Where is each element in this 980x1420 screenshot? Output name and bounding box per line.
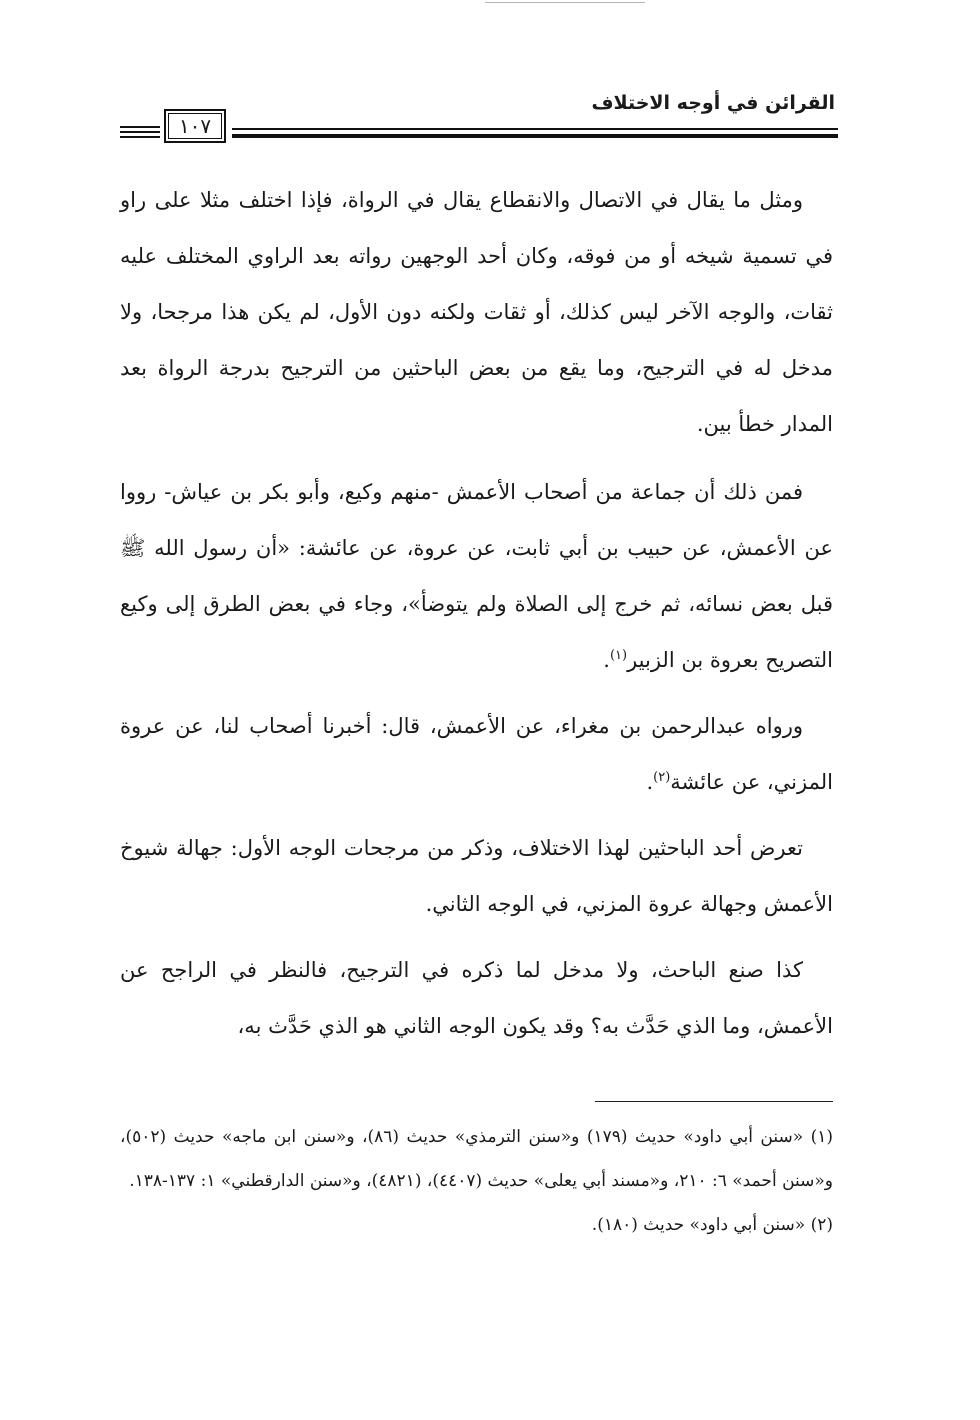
header-ornament-bars (120, 126, 160, 140)
paragraph-2 (120, 464, 833, 688)
footnote-separator (595, 1101, 833, 1102)
footnotes (120, 1115, 833, 1247)
paragraph-2-text: فمن ذلك أن جماعة من أصحاب الأعمش -منهم وكيع، وأبو بكر بن عياش- رووا عن الأعمش، عن حبيب بن أبي ثابت، عن عروة، عن عائشة: «أن رسول الله ﷺ قبل بعض نسائه، ثم خرج إلى الصلاة ولم يتوضأ»، وجاء في بعض الطرق إلى وكيع التصريح بعروة بن الزبير (120, 480, 833, 672)
footnote-ref-1[interactable]: (١) (609, 648, 628, 663)
footnote-2: (٢) «سنن أبي داود» حديث (١٨٠). (591, 1215, 833, 1235)
running-title: القرائن في أوجه الاختلاف (591, 92, 835, 114)
top-scan-rule (485, 2, 645, 3)
main-text (120, 172, 833, 1064)
paragraph-3 (120, 698, 833, 810)
footnote-1: (١) «سنن أبي داود» حديث (١٧٩) و«سنن الترمذي» حديث (٨٦)، و«سنن ابن ماجه» حديث (٥٠٢)، و«سنن أحمد» ٦: ٢١٠، و«مسند أبي يعلى» حديث (٤٤٠٧)، (٤٨٢١)، و«سنن الدارقطني» ١: ١٣٧-١٣٨. (120, 1127, 833, 1191)
footnote-ref-2[interactable]: (٢) (653, 770, 671, 785)
paragraph-3-text: ورواه عبدالرحمن بن مغراء، عن الأعمش، قال: أخبرنا أصحاب لنا، عن عروة المزني، عن عائشة (120, 714, 833, 794)
header-rule-thin (232, 128, 838, 130)
header-rule-thick (232, 134, 838, 138)
paragraph-4: تعرض أحد الباحثين لهذا الاختلاف، وذكر من مرجحات الوجه الأول: جهالة شيوخ الأعمش وجهالة عروة المزني، في الوجه الثاني. (120, 836, 833, 916)
paragraph-1: ومثل ما يقال في الاتصال والانقطاع يقال في الرواة، فإذا اختلف مثلا على راو في تسمية شيخه أو من فوقه، وكان أحد الوجهين رواته بعد الراوي المختلف عليه ثقات، والوجه الآخر ليس كذلك، أو ثقات ولكنه دون الأول، لم يكن هذا مرجحا، ولا مدخل له في الترجيح، وما يقع من بعض الباحثين من الترجيح بدرجة الرواة بعد المدار خطأ بين. (120, 188, 833, 436)
paragraph-2-end: . (603, 648, 610, 672)
paragraph-3-end: . (646, 770, 654, 794)
page-number: ١٠٧ (164, 109, 226, 143)
paragraph-5: كذا صنع الباحث، ولا مدخل لما ذكره في الترجيح، فالنظر في الراجح عن الأعمش، وما الذي حَدَّث به؟ وقد يكون الوجه الثاني هو الذي حَدَّث به، (120, 958, 833, 1038)
